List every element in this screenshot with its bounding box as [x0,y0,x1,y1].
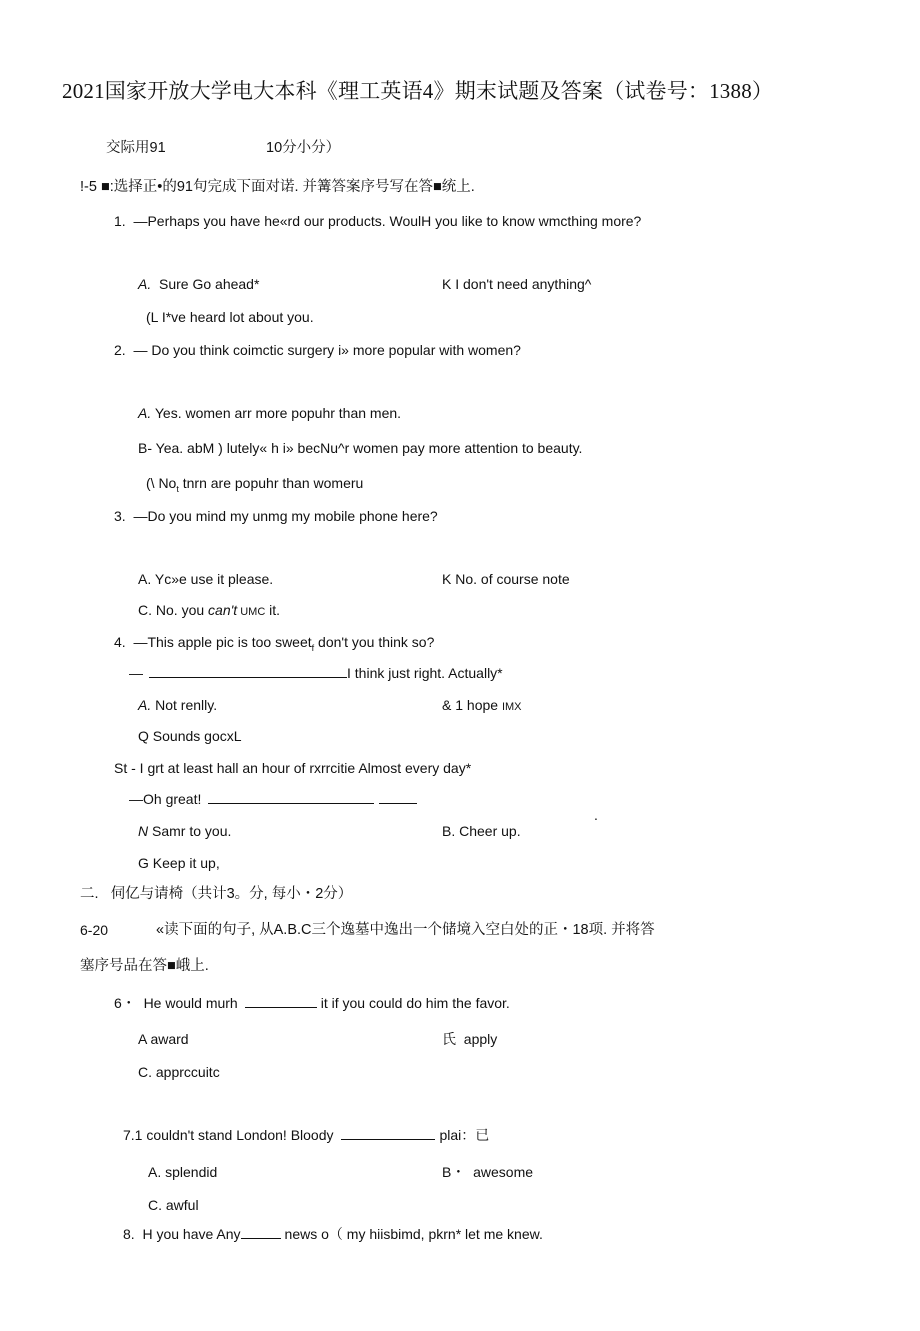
question-5-reply [129,790,417,808]
option-text: it. [265,602,281,618]
option-text: C. No. you [138,602,209,618]
stem-text: news o（ my hiisbimd, pkrn* let me knew. [284,1226,543,1242]
reply-text: —Oh great! [129,791,202,807]
question-6-stem [114,994,510,1012]
question-6-option-b: 氏 apply [442,1031,498,1047]
answer-blank [245,994,317,1008]
option-label: A. [138,405,152,421]
section-heading-left: 交际用91 [106,140,166,156]
option-text: & 1 hope [442,697,502,713]
section-heading-right: 10分小分） [266,140,341,156]
question-6-option-c: C. apprccuitc [138,1064,220,1080]
section-2-range: 6-20 [80,922,109,938]
option-text: Yes. women arr more popuhr than men. [151,405,402,421]
question-4-option-c: Q Sounds gocxL [138,728,242,744]
answer-blank [241,1225,281,1239]
question-7-option-c: C. awful [148,1197,199,1213]
subscript-text: f [311,642,315,653]
answer-blank [149,664,347,678]
question-2-option-b: B- Yea. abM ) lutely« h i» becNu^r women pay more attention to beauty. [138,440,583,456]
stem-text: 8. H you have Any [123,1226,241,1242]
answer-blank [379,790,417,804]
question-2-option-a [138,404,401,422]
question-2-stem: 2. — Do you think coimctic surgery i» more popular with women? [114,342,521,358]
section-2-instruction-line-2: 塞序号品在答■峨上. [80,958,209,974]
option-text: tnrn are popuhr than womeru [178,475,364,491]
stray-dot: . [594,807,598,823]
stem-text: don't you think so? [314,634,435,650]
stem-text: 6・ He would murh [114,995,238,1011]
stem-text: it if you could do him the favor. [320,995,510,1011]
question-5-option-b: B. Cheer up. [442,823,521,839]
question-4-option-a [138,696,217,714]
question-1-option-a [138,275,259,293]
question-5-option-c: G Keep it up, [138,855,220,871]
question-7-stem [123,1126,489,1144]
option-text-small: IMX [501,701,522,713]
section-instruction: !-5 ■:选择正•的91句完成下面对诺. 并篝答案序号写在答■统上. [80,179,475,195]
question-3-option-c [138,601,280,621]
option-text: Not renlly. [151,697,218,713]
answer-blank [341,1126,435,1140]
question-7-option-b: B・ awesome [442,1164,534,1180]
stem-text: plai：已 [439,1127,490,1143]
option-label: A. [138,276,152,292]
reply-dash: — [129,665,143,681]
option-text: Samr to you. [148,823,232,839]
option-label: N [138,823,149,839]
section-2-heading: 二. 伺亿与请椅（共计3。分, 每小・2分） [80,886,353,902]
question-4-option-b [442,696,522,716]
stem-text: 4. —This apple pic is too sweet [114,634,312,650]
reply-text: I think just right. Actually* [347,665,503,681]
subscript-text: t [176,483,179,494]
question-1-stem: 1. —Perhaps you have he«rd our products. WoulH you like to know wmcthing more? [114,213,642,229]
option-text: (\ No [146,475,177,491]
section-2-instruction-line-1: «读下面的句子, 从A.B.C三个逸墓中逸出一个储境入空白处的正・18项. 并将答 [156,922,655,938]
question-2-option-c [146,474,363,498]
question-1-option-c: (L I*ve heard lot about you. [146,309,314,325]
question-4-stem [114,633,434,657]
question-6-option-a: A award [138,1031,189,1047]
option-text-italic: can't [208,602,238,618]
question-3-option-b: K No. of course note [442,571,570,587]
question-4-reply [129,664,503,682]
question-3-option-a: A. Yc»e use it please. [138,571,274,587]
stem-text: 7.1 couldn't stand London! Bloody [123,1127,334,1143]
question-7-option-a: A. splendid [148,1164,218,1180]
option-label: A. [138,697,152,713]
option-text-small: UMC [237,606,266,618]
option-text: Sure Go ahead* [151,276,260,292]
question-1-option-b: K I don't need anything^ [442,276,592,292]
answer-blank [208,790,374,804]
question-3-stem: 3. —Do you mind my unmg my mobile phone here? [114,508,438,524]
page-title: 2021国家开放大学电大本科《理工英语4》期末试题及答案（试卷号：1388） [62,79,774,103]
question-5-stem: St - I grt at least hall an hour of rxrrcitie Almost every day* [114,760,472,776]
question-5-option-a [138,822,231,840]
question-8-stem [123,1225,543,1243]
